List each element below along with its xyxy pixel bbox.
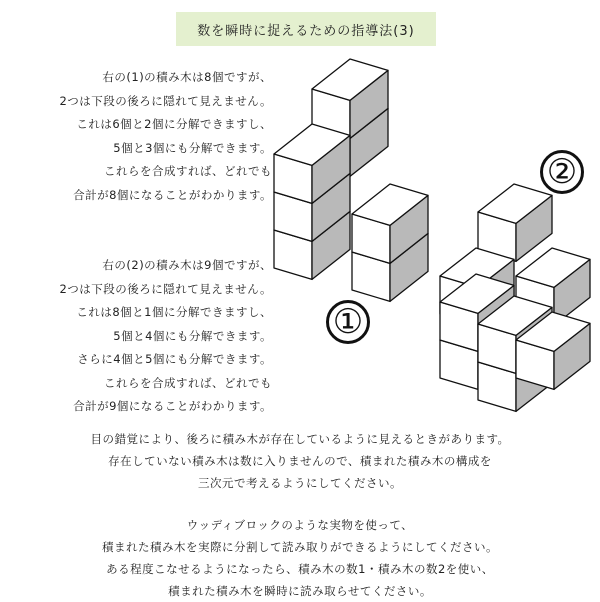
explanation-2-line: これは8個と1個に分解できますし、 — [76, 305, 272, 319]
page-title: 数を瞬時に捉えるための指導法(3) — [197, 23, 415, 39]
figure-1-label — [326, 300, 370, 344]
figure-2-label — [540, 150, 584, 194]
notes-2-line: 積まれた積み木を実際に分割して読み取りができるようにしてください。 — [102, 540, 498, 554]
explanation-1-line: これらを合成すれば、どれでも — [104, 164, 272, 178]
figure-2-label-text: ② — [546, 152, 578, 192]
notes-1-line: 目の錯覚により、後ろに積み木が存在しているように見えるときがあります。 — [90, 432, 510, 446]
explanation-2-line: 合計が9個になることがわかります。 — [73, 399, 272, 413]
notes-1-line: 三次元で考えるようにしてください。 — [198, 476, 402, 490]
explanation-2-line: 5個と4個にも分解できます。 — [113, 328, 272, 343]
notes-1-line: 存在していない積み木は数に入りませんので、積まれた積み木の構成を — [108, 454, 492, 468]
explanation-2-line: 2つは下段の後ろに隠れて見えません。 — [59, 281, 272, 296]
explanation-2-line: これらを合成すれば、どれでも — [104, 375, 272, 390]
block-figure-2 — [440, 184, 590, 411]
explanation-1-line: これは6個と2個に分解できますし、 — [76, 117, 272, 131]
explanation-1-line: 右の(1)の積み木は8個ですが、 — [102, 70, 272, 84]
notes-2-line: ある程度こなせるようになったら、積み木の数1・積み木の数2を使い、 — [106, 562, 494, 576]
figure-1-label-text: ① — [332, 302, 364, 342]
explanation-1-line: 5個と3個にも分解できます。 — [113, 140, 272, 155]
block-cube — [478, 184, 552, 261]
explanation-2-line: さらに4個と5個にも分解できます。 — [77, 352, 272, 366]
explanation-2-line: 右の(2)の積み木は9個ですが、 — [102, 258, 272, 272]
block-figure-1 — [274, 59, 428, 301]
explanation-1-line: 合計が8個になることがわかります。 — [73, 187, 272, 202]
notes-2 — [0, 514, 600, 602]
explanation-1-line: 2つは下段の後ろに隠れて見えません。 — [59, 93, 272, 108]
notes-2-line: 積まれた積み木を瞬時に読み取らせてください。 — [168, 584, 432, 598]
notes-2-line: ウッディブロックのような実物を使って、 — [186, 518, 414, 532]
notes-1 — [0, 428, 600, 494]
